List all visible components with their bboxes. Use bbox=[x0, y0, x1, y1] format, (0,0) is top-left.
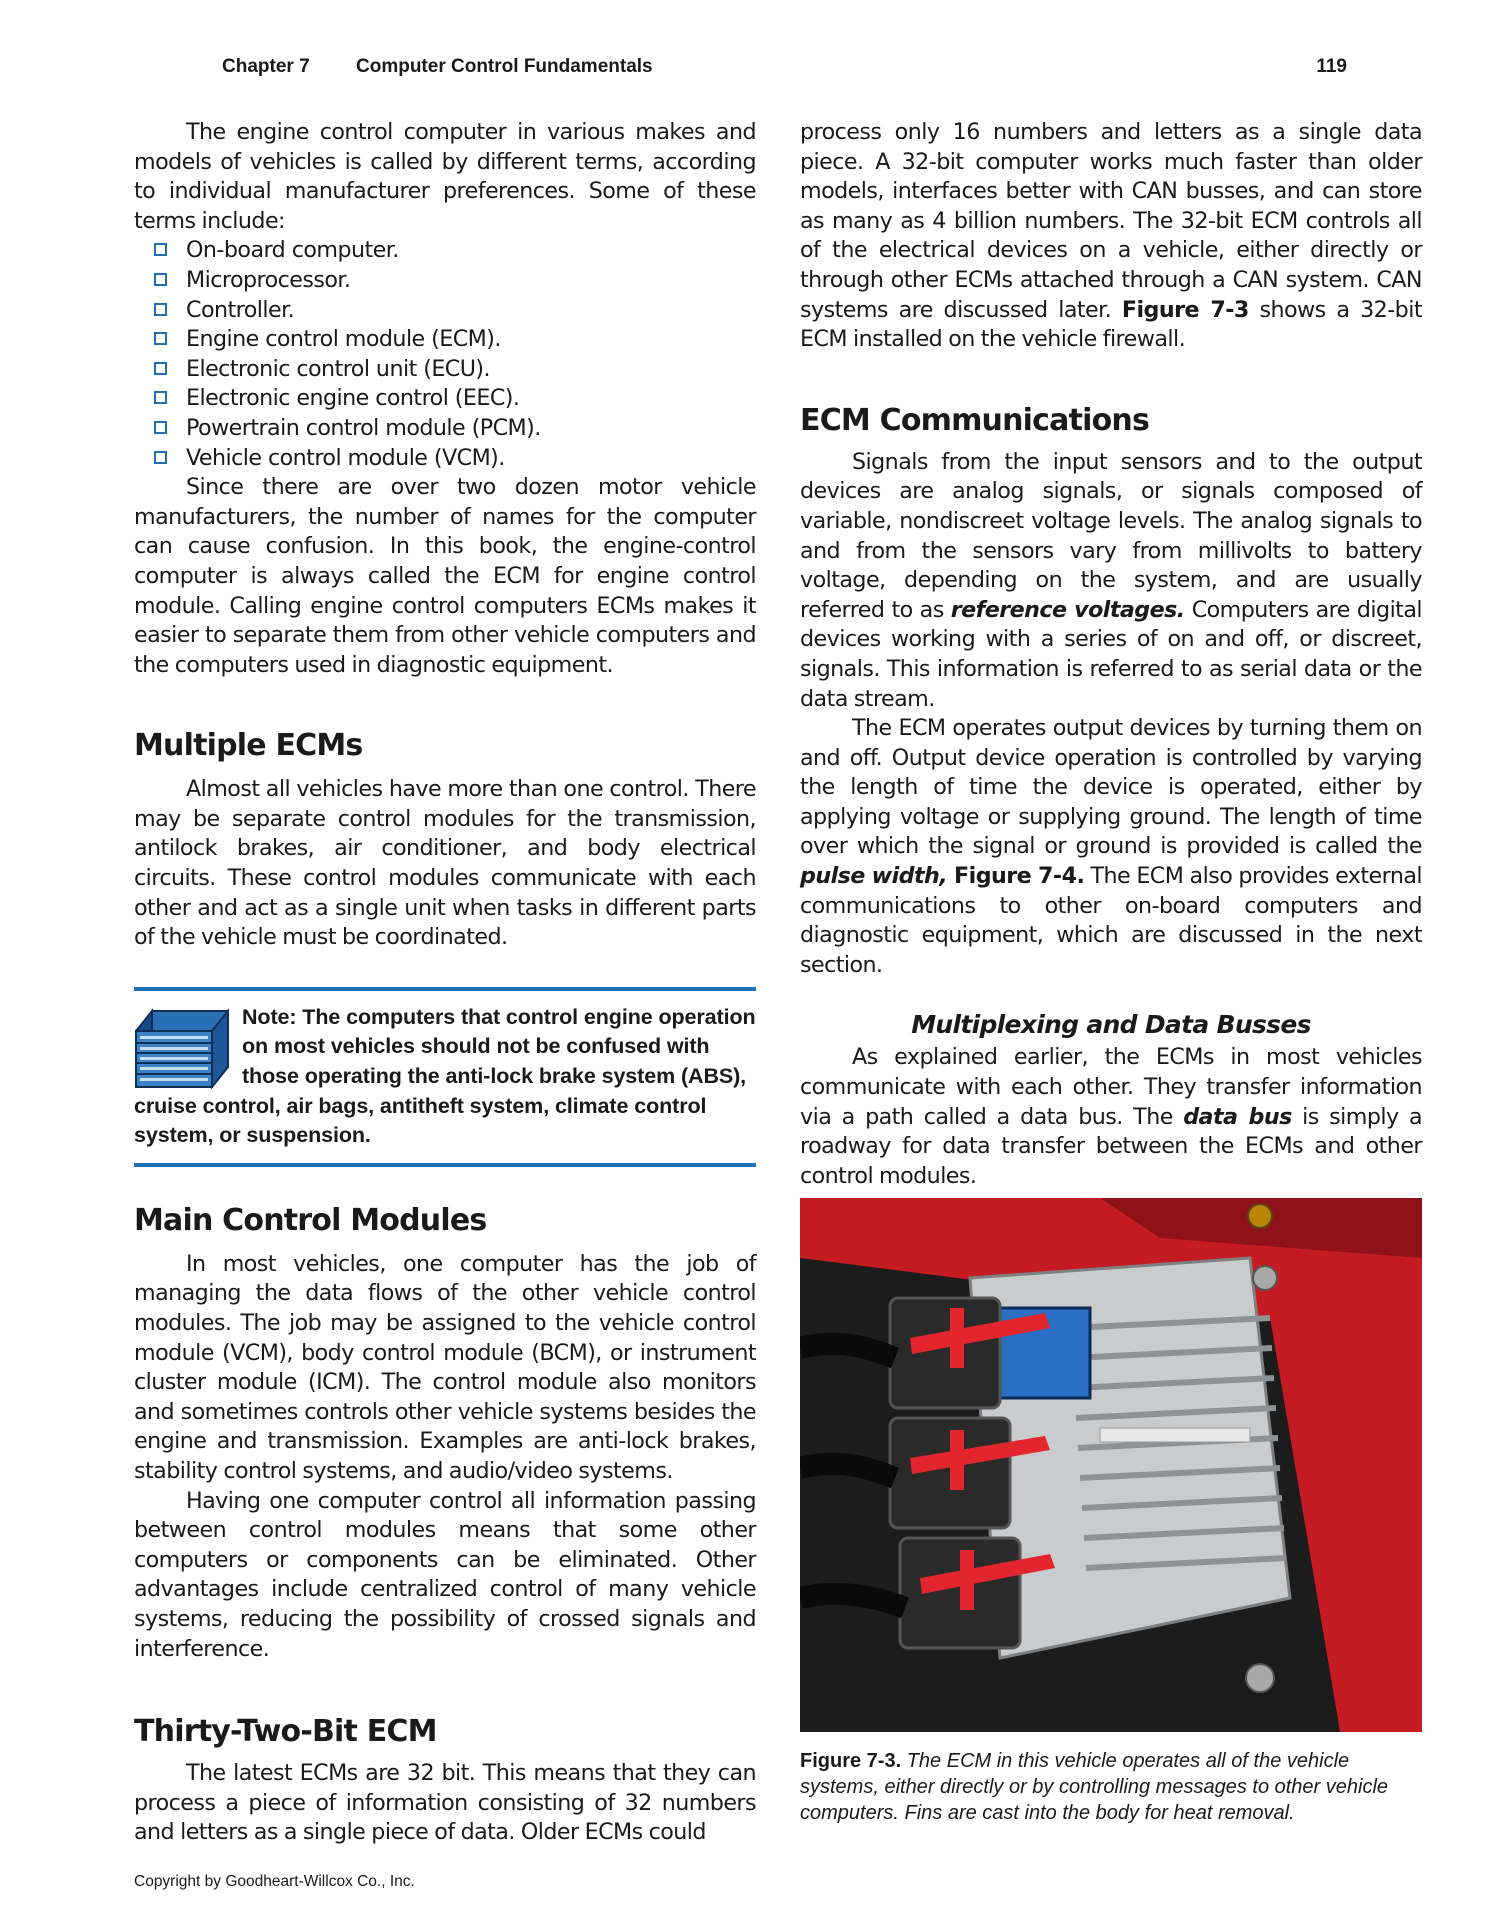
list-item: Vehicle control module (VCM). bbox=[154, 444, 756, 474]
main-control-paragraph-2: Having one computer control all information passing between control modules means that some other computers or components can be eliminated. Other advantages include centralized control of many vehicle systems, reducing the possibility of crossed signals and interference. bbox=[134, 1487, 756, 1662]
continued-paragraph: process only 16 numbers and letters as a single data piece. A 32-bit computer works much faster than older models, interfaces better with CAN busses, and can store as many as 4 billion numbers. The 32-bit ECM controls all of the electrical devices on a vehicle, either directly or through other ECMs attached through a CAN system. CAN systems are discussed later. Figure 7-3 shows a 32-bit ECM installed on the vehicle firewall. bbox=[800, 119, 1422, 353]
intro-paragraph: The engine control computer in various makes and models of vehicles is called by different terms, according to individual manufacturer preferences. Some of these terms include: bbox=[134, 119, 756, 234]
multiple-ecms-heading: Multiple ECMs bbox=[134, 728, 363, 764]
figure-caption bbox=[800, 1748, 1422, 1826]
after-terms-paragraph: Since there are over two dozen motor vehicle manufacturers, the number of names for the computer can cause confusion. In this book, the engine-control computer is always called the ECM for engine control module. Calling engine control computers ECMs makes it easier to separate them from other vehicle computers and the computers used in diagnostic equipment. bbox=[134, 474, 756, 678]
page-number: 119 bbox=[1316, 56, 1347, 77]
right-column bbox=[800, 118, 1422, 1191]
ecm-communications-heading: ECM Communications bbox=[800, 402, 1150, 438]
multiplexing-heading: Multiplexing and Data Busses bbox=[911, 1010, 1311, 1040]
note-box bbox=[134, 987, 756, 1167]
figure-caption-text: The ECM in this vehicle operates all of the vehicle systems, either directly or by controlling messages to other vehicle computers. Fins are cast into the body for heat removal. bbox=[800, 1750, 1389, 1824]
chapter-title: Computer Control Fundamentals bbox=[356, 56, 653, 77]
checkbox-bullet-icon bbox=[154, 362, 167, 375]
checkbox-bullet-icon bbox=[154, 273, 167, 286]
note-text: Note: The computers that control engine operation on most vehicles should not be confused with those operating the anti-lock brake system (ABS), cruise control, air bags, antitheft system, climate control system, or suspension. bbox=[134, 1004, 756, 1148]
key-term: pulse width, bbox=[800, 863, 948, 890]
checkbox-bullet-icon bbox=[154, 391, 167, 404]
left-column bbox=[134, 118, 756, 1848]
terms-list bbox=[134, 236, 756, 473]
checkbox-bullet-icon bbox=[154, 243, 167, 256]
list-item: Electronic engine control (EEC). bbox=[154, 384, 756, 414]
checkbox-bullet-icon bbox=[154, 451, 167, 464]
signals-paragraph: Signals from the input sensors and to the output devices are analog signals, or signals composed of variable, nondiscreet voltage levels. The analog signals to and from the sensors vary from millivolts to battery voltage, depending on the system, and are usually referred to as reference voltages. Computers are digital devices working with a series of on and off, or discreet, signals. This information is referred to as serial data or the data stream. bbox=[800, 448, 1422, 712]
output-paragraph: The ECM operates output devices by turning them on and off. Output device operation is controlled by varying the length of time the device is operated, either by applying voltage or supplying ground. The length of time over which the signal or ground is provided is called the pulse width, Figure 7-4. The ECM also provides external communications to other on-board computers and diagnostic equipment, which are discussed in the next section. bbox=[800, 715, 1422, 978]
checkbox-bullet-icon bbox=[154, 332, 167, 345]
list-item: Powertrain control module (PCM). bbox=[154, 414, 756, 444]
checkbox-bullet-icon bbox=[154, 303, 167, 316]
running-header bbox=[222, 52, 1422, 82]
copyright-footer: Copyright by Goodheart-Willcox Co., Inc. bbox=[134, 1873, 415, 1890]
list-item: Electronic control unit (ECU). bbox=[154, 355, 756, 385]
thirty-two-bit-paragraph: The latest ECMs are 32 bit. This means that they can process a piece of information consisting of 32 numbers and letters as a single piece of data. Older ECMs could bbox=[134, 1760, 756, 1846]
key-term: data bus bbox=[1183, 1103, 1292, 1130]
key-term: reference voltages. bbox=[950, 596, 1185, 623]
list-item: On-board computer. bbox=[154, 236, 756, 266]
multiple-ecms-paragraph: Almost all vehicles have more than one control. There may be separate control modules for the transmission, antilock brakes, air conditioner, and body electrical circuits. These control modules communicate with each other and act as a single unit when tasks in different parts of the vehicle must be coordinated. bbox=[134, 776, 756, 951]
ecm-photo bbox=[800, 1198, 1422, 1732]
figure-reference: Figure 7-4. bbox=[947, 863, 1085, 890]
multiplexing-paragraph: As explained earlier, the ECMs in most vehicles communicate with each other. They transfer information via a path called a data bus. The data bus is simply a roadway for data transfer between the ECMs and other control modules. bbox=[800, 1044, 1422, 1189]
checkbox-bullet-icon bbox=[154, 421, 167, 434]
list-item: Engine control module (ECM). bbox=[154, 325, 756, 355]
list-item: Microprocessor. bbox=[154, 266, 756, 296]
main-control-modules-heading: Main Control Modules bbox=[134, 1202, 487, 1238]
list-item: Controller. bbox=[154, 296, 756, 326]
figure-reference: Figure 7-3 bbox=[1121, 296, 1249, 323]
figure-label: Figure 7-3. bbox=[800, 1750, 902, 1772]
main-control-paragraph-1: In most vehicles, one computer has the job of managing the data flows of the other vehicle control modules. The job may be assigned to the vehicle control module (VCM), body control module (BCM), or instrument cluster module (ICM). The control module also monitors and sometimes controls other vehicle systems besides the engine and transmission. Examples are anti-lock brakes, stability control systems, and audio/video systems. bbox=[134, 1250, 756, 1484]
chapter-label: Chapter 7 bbox=[222, 56, 310, 77]
toolbox-icon bbox=[134, 1007, 232, 1089]
thirty-two-bit-heading: Thirty-Two-Bit ECM bbox=[134, 1714, 437, 1750]
